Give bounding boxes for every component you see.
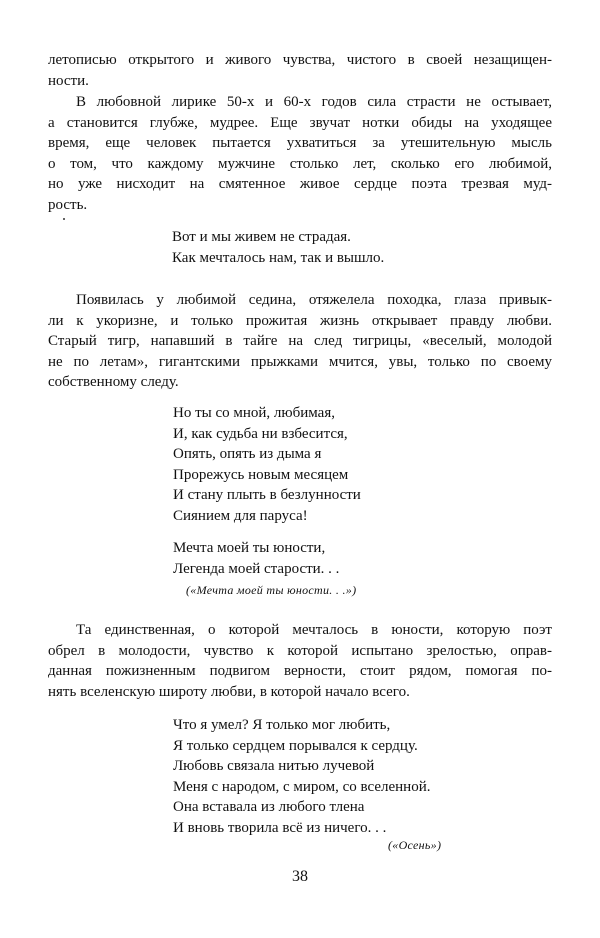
text-line: а становится глубже, мудрее. Еще звучат нотки обиды на уходящее [48, 114, 552, 131]
text-line: собственному следу. [48, 374, 179, 390]
text-line: Старый тигр, напавший в тайге на след тигрицы, «веселый, молодой [48, 333, 552, 349]
verse-line: Я только сердцем порывался к сердцу. [173, 737, 418, 754]
paragraph-continuation [48, 50, 552, 91]
verse-line: Меня с народом, с миром, со вселенной. [173, 778, 431, 795]
text-line: не по летам», гигантскими прыжками мчится, увы, только по своему [48, 353, 552, 370]
text-line: летописью открытого и живого чувства, чистого в своей незащищен- [48, 52, 552, 68]
verse-line: Опять, опять из дыма я [173, 446, 322, 462]
page-number: 38 [292, 868, 308, 885]
text-line: о том, что каждому мужчине столько лет, сколько его любимой, [48, 155, 552, 172]
paragraph-grey-hair [48, 290, 552, 393]
text-line: Та единственная, о которой мечталось в юности, которую поэт [76, 622, 552, 638]
verse-line: Вот и мы живем не страдая. [172, 229, 351, 245]
verse-line: И стану плыть в безлунности [173, 487, 361, 503]
verse-line: И, как судьба ни взбесится, [173, 425, 348, 442]
verse-line: Мечта моей ты юности, [173, 540, 326, 556]
paragraph-love-lyrics [48, 92, 552, 215]
verse-source-citation: («Осень») [388, 838, 442, 852]
print-speck [63, 218, 65, 220]
verse-line: Сиянием для паруса! [173, 507, 308, 524]
verse-line: Как мечталось нам, так и вышло. [172, 249, 385, 266]
verse-line: И вновь творила всё из ничего. . . [173, 819, 387, 836]
verse-line: Что я умел? Я только мог любить, [173, 717, 391, 733]
text-line: но уже нисходит на смятенное живое сердце поэта трезвая муд- [48, 176, 552, 192]
verse-line: Прорежусь новым месяцем [173, 466, 349, 483]
paragraph-the-only-one [48, 620, 552, 702]
text-line: ли к укоризне, и только прожитая жизнь открывает правду любви. [48, 312, 552, 329]
verse-line: Любовь связала нитью лучевой [173, 758, 375, 774]
verse-source-citation: («Мечта моей ты юности. . .») [186, 583, 357, 597]
text-line: время, еще человек пытается ухватиться за утешительную мысль [48, 135, 552, 151]
verse-quote-3 [173, 715, 430, 838]
text-line: ности. [48, 72, 89, 89]
verse-quote-2-stanza-1 [173, 403, 361, 526]
text-line: В любовной лирике 50-х и 60-х годов сила страсти не остывает, [76, 94, 552, 110]
verse-line: Легенда моей старости. . . [173, 560, 340, 577]
verse-line: Она вставала из любого тлена [173, 799, 365, 815]
text-line: Появилась у любимой седина, отяжелела походка, глаза привык- [76, 292, 552, 308]
text-line: рость. [48, 196, 88, 213]
verse-line: Но ты со мной, любимая, [173, 405, 335, 421]
verse-quote-1 [172, 227, 384, 268]
text-line: обрел в молодости, чувство к которой испытано зрелостью, оправ- [48, 642, 552, 659]
text-line: нять вселенскую широту любви, в которой начало всего. [48, 683, 410, 700]
verse-quote-2-stanza-2 [173, 538, 339, 579]
text-line: данная пожизненным подвигом верности, стоит рядом, помогая по- [48, 663, 552, 679]
